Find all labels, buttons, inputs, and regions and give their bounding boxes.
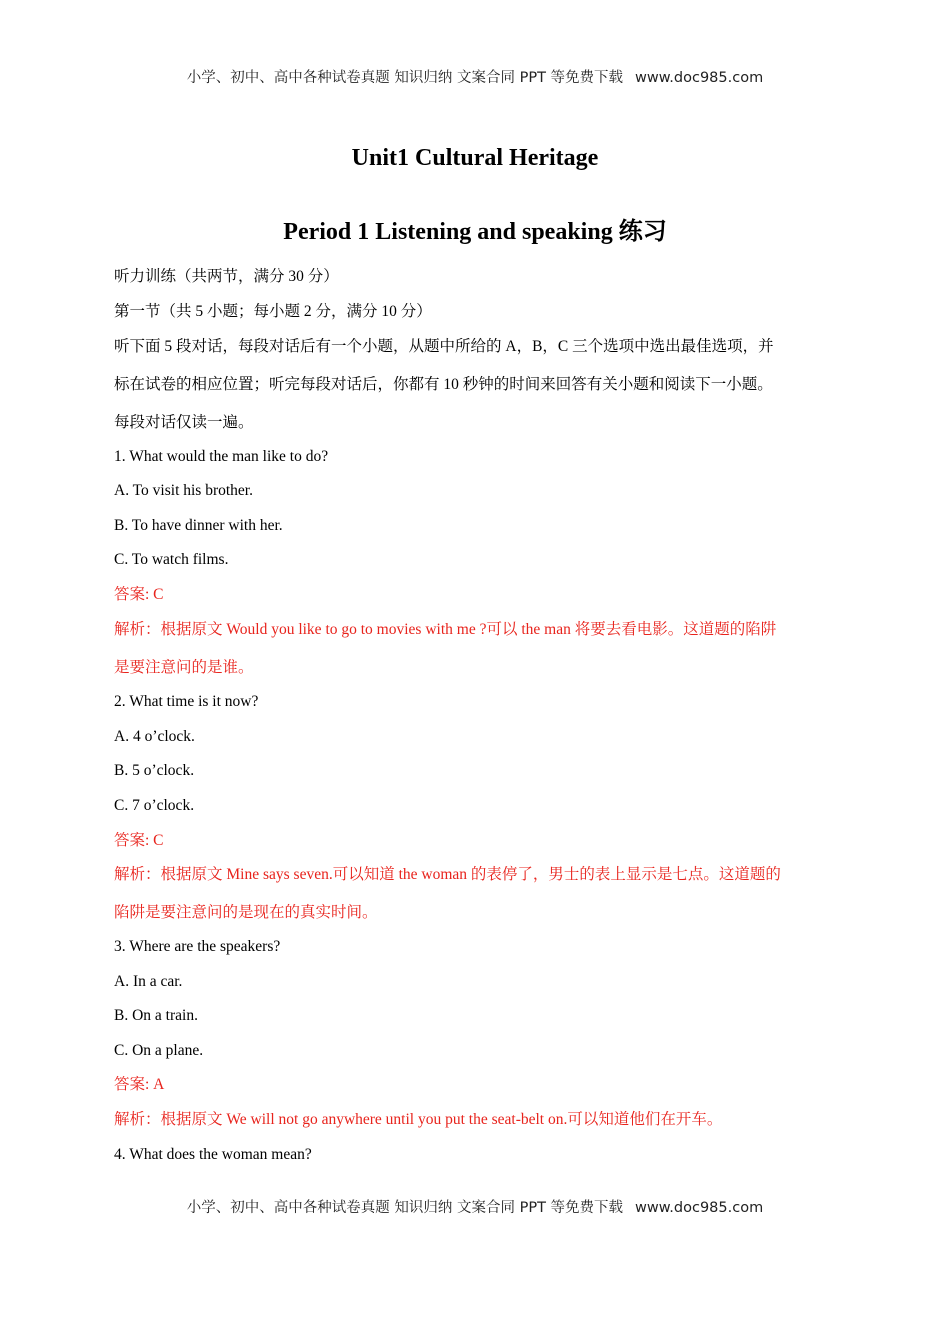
option-a: A. 4 o’clock. <box>114 728 195 745</box>
intro-line: 听力训练（共两节，满分 30 分） <box>114 268 339 285</box>
analysis-line: 是要注意问的是谁。 <box>114 659 254 676</box>
option-a: A. To visit his brother. <box>114 482 253 499</box>
analysis-line: 陷阱是要注意问的是现在的真实时间。 <box>114 904 378 921</box>
footer-site-link[interactable]: www.doc985.com <box>635 1200 764 1216</box>
analysis-line: 解析：根据原文 We will not go anywhere until you put the seat-belt on.可以知道他们在开车。 <box>114 1111 723 1128</box>
option-b: B. On a train. <box>114 1007 198 1024</box>
answer-text: 答案: C <box>114 832 164 849</box>
option-b: B. To have dinner with her. <box>114 517 283 534</box>
answer-text: 答案: C <box>114 586 164 603</box>
question-text: 1. What would the man like to do? <box>114 448 329 465</box>
intro-line: 标在试卷的相应位置；听完每段对话后，你都有 10 秒钟的时间来回答有关小题和阅读下一小题。 <box>114 376 773 393</box>
document-subtitle: Period 1 Listening and speaking 练习 <box>283 219 667 245</box>
option-c: C. To watch films. <box>114 551 229 568</box>
analysis-line: 解析：根据原文 Mine says seven.可以知道 the woman 的表停了，男士的表上显示是七点。这道题的 <box>114 866 781 883</box>
document-title: Unit1 Cultural Heritage <box>351 145 599 171</box>
page-footer <box>0 1196 950 1217</box>
question-text: 2. What time is it now? <box>114 693 259 710</box>
header-text: 小学、初中、高中各种试卷真题 知识归纳 文案合同 PPT 等免费下载 <box>186 70 624 86</box>
option-a: A. In a car. <box>114 973 183 990</box>
page-header <box>0 66 950 87</box>
intro-line: 每段对话仅读一遍。 <box>114 414 254 431</box>
question-text: 4. What does the woman mean? <box>114 1146 312 1163</box>
header-site-link[interactable]: www.doc985.com <box>635 70 764 86</box>
intro-line: 第一节（共 5 小题；每小题 2 分，满分 10 分） <box>114 303 432 320</box>
analysis-line: 解析：根据原文 Would you like to go to movies with me ?可以 the man 将要去看电影。这道题的陷阱 <box>114 621 777 638</box>
footer-text: 小学、初中、高中各种试卷真题 知识归纳 文案合同 PPT 等免费下载 <box>186 1200 624 1216</box>
option-c: C. 7 o’clock. <box>114 797 195 814</box>
question-text: 3. Where are the speakers? <box>114 938 281 955</box>
option-b: B. 5 o’clock. <box>114 762 195 779</box>
option-c: C. On a plane. <box>114 1042 204 1059</box>
answer-text: 答案: A <box>114 1076 165 1093</box>
intro-line: 听下面 5 段对话，每段对话后有一个小题，从题中所给的 A，B，C 三个选项中选出最佳选项，并 <box>114 338 774 355</box>
